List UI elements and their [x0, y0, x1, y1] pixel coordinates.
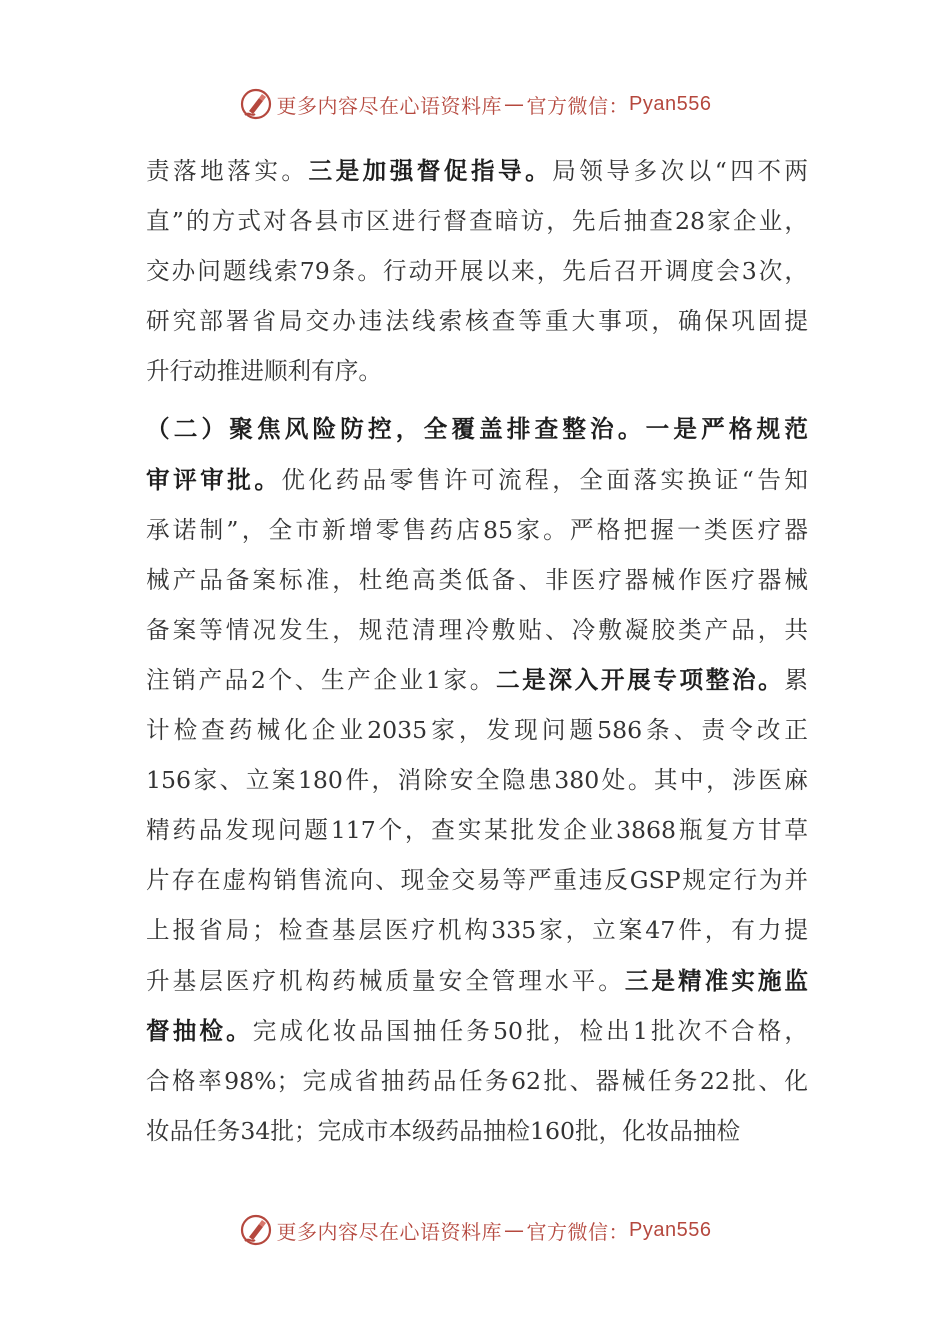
text-line — [146, 296, 808, 346]
banner-dash: — — [504, 92, 525, 116]
body-text: 局领导多次以“四不两 — [552, 157, 809, 185]
text-line — [146, 1006, 808, 1056]
body-text: 计检查药械化企业2035家，发现问题586条、责令改正 — [146, 716, 808, 745]
bold-heading-text: 三是精准实施监 — [624, 966, 809, 995]
body-text: 上报省局；检查基层医疗机构335家，立案47件，有力提 — [146, 916, 808, 945]
banner-wechat-id: Pyan556 — [629, 1218, 712, 1241]
banner-dash: — — [504, 1218, 525, 1242]
header-banner — [0, 84, 950, 124]
banner-wechat-id: Pyan556 — [629, 92, 712, 115]
body-text: 精药品发现问题117个，查实某批发企业3868瓶复方甘草 — [146, 816, 808, 845]
text-line — [146, 705, 808, 755]
paragraph — [146, 404, 808, 1155]
body-text: 妆品任务34批；完成市本级药品抽检160批，化妆品抽检 — [146, 1116, 741, 1145]
footer-banner — [0, 1210, 950, 1250]
body-text: 直”的方式对各县市区进行督查暗访，先后抽查28家企业， — [146, 207, 808, 236]
text-line — [146, 555, 808, 605]
document-body — [146, 146, 808, 1156]
text-line — [146, 605, 808, 655]
banner-wechat-label: 官方微信： — [526, 93, 630, 118]
bold-heading-text: （二）聚焦风险防控，全覆盖排查整治。一是严格规范 — [146, 415, 808, 444]
pen-nib-logo-icon — [239, 87, 273, 121]
body-text: 升基层医疗机构药械质量安全管理水平。 — [146, 966, 625, 995]
text-line — [146, 346, 808, 396]
body-text: 累 — [784, 665, 808, 694]
banner-text: 更多内容尽在心语资料库 — [276, 93, 503, 118]
body-text: 优化药品零售许可流程，全面落实换证“告知 — [281, 465, 809, 494]
pen-nib-logo-icon — [239, 1213, 273, 1247]
text-line — [146, 905, 808, 955]
bold-heading-text: 督抽检。 — [146, 1016, 253, 1045]
body-text: 注销产品2个、生产企业1家。 — [146, 665, 496, 694]
body-text: 合格率98%；完成省抽药品任务62批、器械任务22批、化 — [146, 1066, 808, 1095]
text-line — [146, 805, 808, 855]
body-text: 研究部署省局交办违法线索核查等重大事项，确保巩固提 — [146, 307, 808, 336]
paragraph-gap — [146, 396, 808, 404]
text-line — [146, 146, 808, 196]
body-text: 备案等情况发生，规范清理冷敷贴、冷敷凝胶类产品，共 — [146, 615, 808, 644]
text-line — [146, 655, 808, 705]
body-text: 交办问题线索79条。行动开展以来，先后召开调度会3次， — [146, 257, 808, 286]
bold-heading-text: 审评审批。 — [146, 465, 282, 494]
body-text: 承诺制”，全市新增零售药店85家。严格把握一类医疗器 — [146, 515, 808, 544]
text-line — [146, 956, 808, 1006]
body-text: 156家、立案180件，消除安全隐患380处。其中，涉医麻 — [146, 766, 808, 795]
bold-heading-text: 三是加强督促指导。 — [308, 157, 553, 185]
text-line — [146, 855, 808, 905]
text-line — [146, 1106, 808, 1156]
body-text: 械产品备案标准，杜绝高类低备、非医疗器械作医疗器械 — [146, 565, 808, 594]
paragraph — [146, 146, 808, 396]
body-text: 片存在虚构销售流向、现金交易等严重违反GSP规定行为并 — [146, 866, 808, 895]
text-line — [146, 246, 808, 296]
text-line — [146, 755, 808, 805]
banner-wechat-label: 官方微信： — [526, 1219, 630, 1244]
body-text: 责落地落实。 — [146, 157, 309, 185]
body-text: 完成化妆品国抽任务50批，检出1批次不合格， — [252, 1016, 808, 1045]
text-line — [146, 404, 808, 454]
text-line — [146, 196, 808, 246]
banner-text: 更多内容尽在心语资料库 — [276, 1219, 503, 1244]
body-text: 升行动推进顺利有序。 — [146, 357, 382, 386]
text-line — [146, 1056, 808, 1106]
text-line — [146, 505, 808, 555]
bold-heading-text: 二是深入开展专项整治。 — [495, 665, 785, 694]
text-line — [146, 455, 808, 505]
